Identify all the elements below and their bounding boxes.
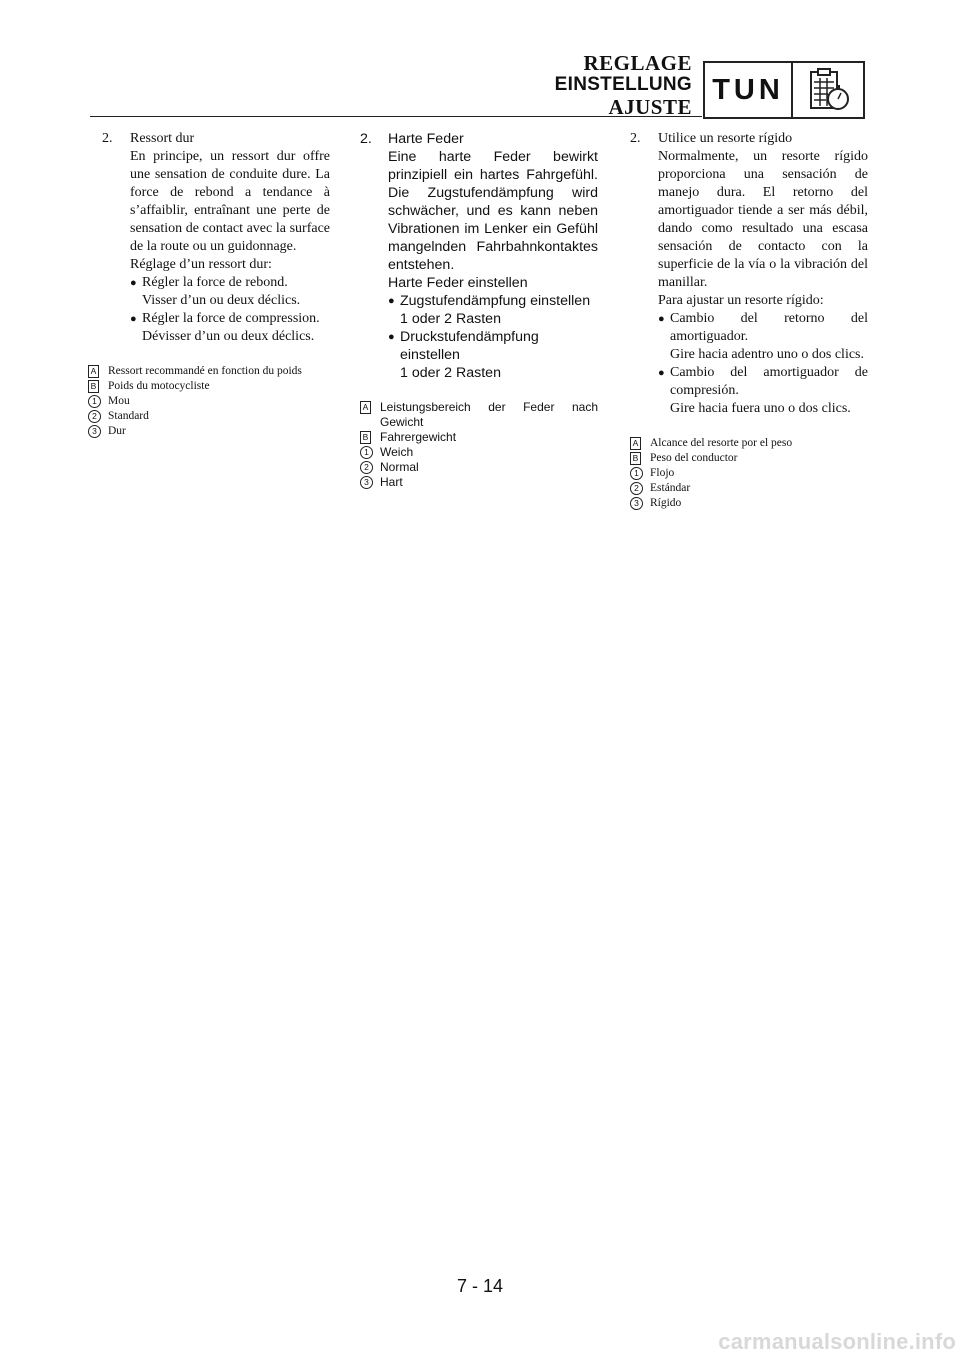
fr-heading: Ressort dur: [130, 131, 195, 146]
page-number: 7 - 14: [456, 1276, 504, 1296]
de-heading: Harte Feder: [388, 131, 464, 147]
legend-text: Weich: [380, 445, 414, 459]
legend-item: [360, 475, 598, 490]
fr-bullet-1-text: Régler la force de rebond.: [142, 275, 288, 290]
legend-text: Standard: [108, 410, 149, 422]
legend-key-2: 2: [630, 482, 643, 495]
es-bullet-1-detail: Gire hacia adentro uno o dos clics.: [670, 347, 864, 362]
de-bullet-2-text: Druckstufendämpfung einstellen: [400, 329, 539, 363]
column-german: [360, 130, 598, 490]
legend-item: [630, 481, 868, 496]
watermark[interactable]: carmanualsonline.info: [718, 1329, 956, 1354]
de-bullet-2: [388, 328, 598, 382]
de-bullet-1-detail: 1 oder 2 Rasten: [400, 311, 501, 327]
legend-key-b: B: [360, 431, 371, 444]
legend-key-a: A: [630, 437, 641, 450]
bullet-dot-icon: ●: [388, 331, 395, 343]
legend-item: [360, 430, 598, 445]
legend-item: [630, 451, 868, 466]
legend-text: Estándar: [650, 482, 691, 494]
legend-key-b: B: [88, 380, 99, 393]
legend-key-3: 3: [360, 476, 373, 489]
legend-item: [630, 436, 868, 451]
de-paragraph: Eine harte Feder bewirkt prinzipiell ein hartes Fahrgefühl. Die Zugstufendämpfung wird schwächer, und es kann neben Vibrationen im Lenker ein Gefühl mangelnden Fahrbahnkontaktes entstehen.: [388, 149, 598, 273]
de-legend: [360, 400, 598, 490]
legend-key-1: 1: [360, 446, 373, 459]
legend-text: Fahrergewicht: [380, 430, 457, 444]
fr-subheading: Réglage d’un ressort dur:: [130, 257, 272, 272]
de-item-2: [360, 130, 598, 382]
legend-key-2: 2: [360, 461, 373, 474]
header-rule: [90, 116, 702, 117]
column-spanish: [630, 130, 868, 511]
legend-item: [630, 466, 868, 481]
legend-item: [360, 460, 598, 475]
legend-item: [360, 445, 598, 460]
de-bullet-1: [388, 292, 598, 328]
legend-key-1: 1: [88, 395, 101, 408]
legend-text: Poids du motocycliste: [108, 380, 210, 392]
legend-text: Ressort recommandé en fonction du poids: [108, 365, 302, 377]
es-item-2: [630, 130, 868, 418]
es-bullet-2-text: Cambio del amortiguador de compresión.: [670, 365, 868, 398]
legend-item: [630, 496, 868, 511]
legend-text: Rígido: [650, 497, 682, 509]
legend-key-1: 1: [630, 467, 643, 480]
legend-key-3: 3: [630, 497, 643, 510]
legend-key-a: A: [88, 365, 99, 378]
es-bullet-1: [658, 310, 868, 364]
legend-key-a: A: [360, 401, 371, 414]
section-badge: [703, 61, 865, 119]
fr-paragraph: En principe, un ressort dur offre une sensation de conduite dure. La force de rebond a tendance à s’affaiblir, entraînant une perte de sensation de contact avec la surface de la route ou un guidonnage.: [130, 149, 330, 254]
legend-item: [360, 400, 598, 430]
title-es: AJUSTE: [608, 95, 692, 119]
fr-bullet-1-detail: Visser d’un ou deux déclics.: [142, 293, 301, 308]
legend-item: [88, 409, 330, 424]
legend-text: Dur: [108, 425, 126, 437]
legend-text: Flojo: [650, 467, 675, 479]
es-item-number: 2.: [630, 131, 641, 146]
fr-bullet-2: [130, 310, 330, 346]
es-paragraph: Normalmente, un resorte rígido proporciona una sensación de manejo dura. El retorno del amortiguador tiende a ser más débil, dando como resultado una escasa sensación de contacto con la superficie de la vía o la vibración del manillar.: [658, 149, 868, 290]
section-code: TUN: [705, 63, 793, 117]
title-de: EINSTELLUNG: [554, 74, 692, 95]
fr-bullet-1: [130, 274, 330, 310]
bullet-dot-icon: ●: [130, 313, 137, 325]
bullet-dot-icon: ●: [130, 277, 137, 289]
es-bullet-2-detail: Gire hacia fuera uno o dos clics.: [670, 401, 851, 416]
bullet-dot-icon: ●: [658, 313, 665, 325]
es-heading: Utilice un resorte rígido: [658, 131, 793, 146]
es-bullet-1-text: Cambio del retorno del amortiguador.: [670, 311, 868, 344]
legend-text: Hart: [380, 475, 403, 489]
de-subheading: Harte Feder einstellen: [388, 275, 528, 291]
es-legend: [630, 436, 868, 511]
fr-item-number: 2.: [102, 131, 113, 146]
legend-item: [88, 394, 330, 409]
es-bullet-2: [658, 364, 868, 418]
fr-bullet-2-text: Régler la force de compression.: [142, 311, 320, 326]
legend-key-2: 2: [88, 410, 101, 423]
legend-item: [88, 379, 330, 394]
bullet-dot-icon: ●: [658, 367, 665, 379]
fr-legend: [88, 364, 330, 439]
fr-item-2: [102, 130, 330, 346]
legend-text: Normal: [380, 460, 419, 474]
es-subheading: Para ajustar un resorte rígido:: [658, 293, 824, 308]
legend-item: [88, 364, 330, 379]
legend-key-3: 3: [88, 425, 101, 438]
legend-text: Mou: [108, 395, 130, 407]
legend-text: Peso del conductor: [650, 452, 738, 464]
bullet-dot-icon: ●: [388, 295, 395, 307]
legend-text: Alcance del resorte por el peso: [650, 437, 793, 449]
clipboard-stopwatch-icon: [793, 63, 863, 117]
legend-item: [88, 424, 330, 439]
legend-key-b: B: [630, 452, 641, 465]
de-bullet-2-detail: 1 oder 2 Rasten: [400, 365, 501, 381]
title-fr: REGLAGE: [583, 51, 692, 75]
legend-text: Leistungsbereich der Feder nach Gewicht: [380, 400, 598, 429]
header-titles: [555, 52, 692, 118]
de-bullet-1-text: Zugstufendämpfung einstellen: [400, 293, 591, 309]
column-french: [90, 130, 330, 439]
de-item-number: 2.: [360, 131, 372, 147]
fr-bullet-2-detail: Dévisser d’un ou deux déclics.: [142, 329, 315, 344]
